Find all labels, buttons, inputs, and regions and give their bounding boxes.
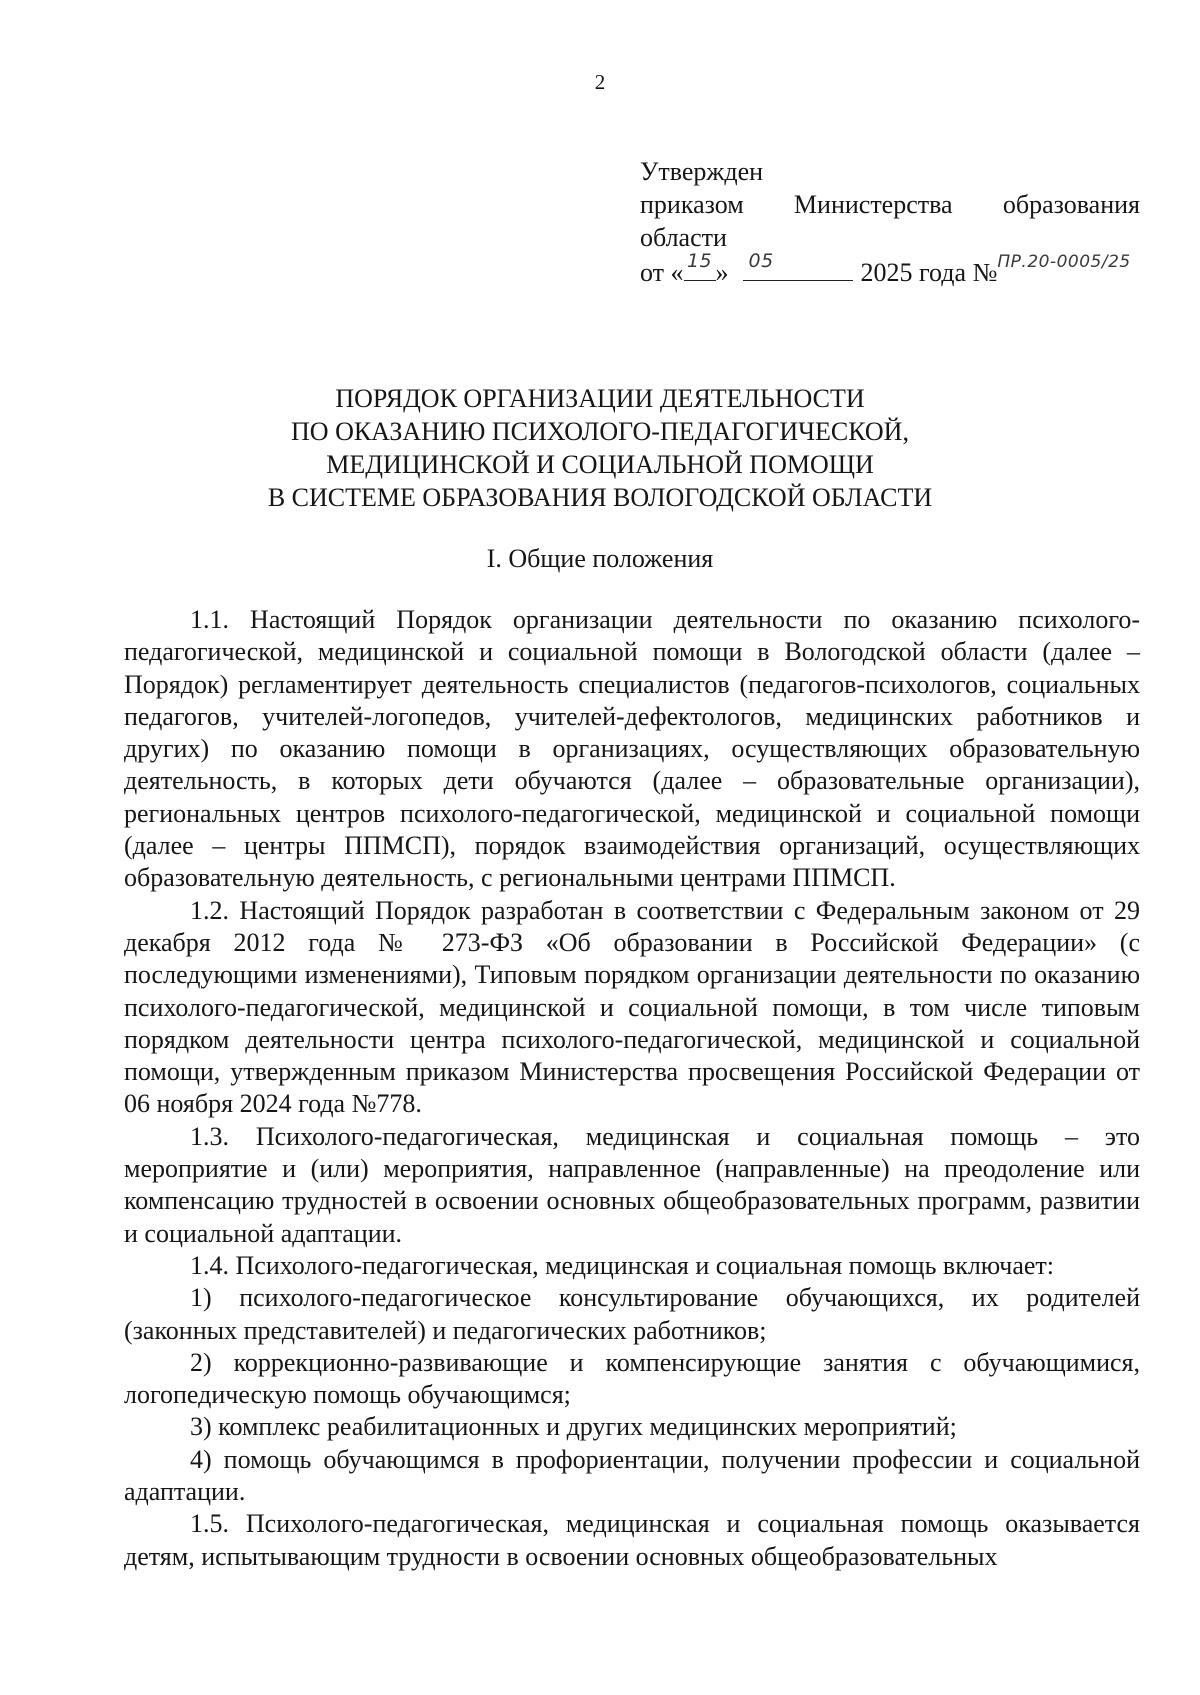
paragraph-1-2: 1.2. Настоящий Порядок разработан в соответствии с Федеральным законом от 29 декабря 2012 года № 273-ФЗ «Об образовании в Российской Федерации» (с последующими изменениями), Типовым порядком организации деятельности по оказанию психолого-педагогической, медицинской и социальной помощи, в том числе типовым порядком деятельности центра психолого-педагогической, медицинской и социальной помощи, утвержденным приказом Министерства просвещения Российской Федерации от 06 ноября 2024 года №778.	[124, 895, 1140, 1119]
handwritten-day: 15	[686, 250, 713, 272]
title-line: В СИСТЕМЕ ОБРАЗОВАНИЯ ВОЛОГОДСКОЙ ОБЛАСТИ	[267, 483, 933, 512]
title-line: ПО ОКАЗАНИЮ ПСИХОЛОГО-ПЕДАГОГИЧЕСКОЙ,	[291, 417, 909, 446]
list-item-1: 1) психолого-педагогическое консультирование обучающихся, их родителей (законных представителей) и педагогических работников;	[124, 1283, 1140, 1345]
list-item-2: 2) коррекционно-развивающие и компенсирующие занятия с обучающимися, логопедическую помощь обучающимся;	[124, 1347, 1140, 1410]
day-field	[684, 250, 716, 281]
paragraph-1-5: 1.5. Психолого-педагогическая, медицинская и социальная помощь оказывается детям, испытывающим трудности в освоении основных общеобразовательных	[124, 1509, 1140, 1571]
section-heading: I. Общие положения	[486, 544, 714, 573]
date-prefix: от «	[640, 258, 684, 287]
title-line: ПОРЯДОК ОРГАНИЗАЦИИ ДЕЯТЕЛЬНОСТИ	[335, 384, 865, 413]
list-item-4: 4) помощь обучающимся в профориентации, получении профессии и социальной адаптации.	[124, 1444, 1140, 1507]
month-field	[743, 250, 853, 281]
page-number: 2	[594, 70, 606, 94]
year-text: 2025 года №	[860, 258, 998, 287]
list-item-3: 3) комплекс реабилитационных и других медицинских мероприятий;	[190, 1412, 957, 1442]
paragraph-1-4: 1.4. Психолого-педагогическая, медицинская и социальная помощь включает:	[190, 1250, 1054, 1280]
approval-block	[640, 155, 1140, 289]
handwritten-order-number: ПР.20-0005/25	[997, 252, 1131, 272]
document-title	[0, 382, 1200, 514]
approval-word: приказом	[640, 190, 744, 219]
handwritten-month: 05	[748, 250, 774, 272]
approval-line-3: области	[640, 223, 727, 252]
title-line: МЕДИЦИНСКОЙ И СОЦИАЛЬНОЙ ПОМОЩИ	[326, 450, 874, 479]
approval-line-2	[640, 188, 1140, 221]
approval-word: Министерства	[793, 190, 953, 219]
approval-date-line	[640, 250, 1140, 289]
approval-line-1: Утвержден	[640, 157, 764, 186]
approval-word: образования	[1002, 190, 1140, 219]
paragraph-1-3: 1.3. Психолого-педагогическая, медицинская и социальная помощь – это мероприятие и (или) мероприятия, направленное (направленные) на преодоление или компенсацию трудностей в освоении основных общеобразовательных программ, развитии и социальной адаптации.	[124, 1121, 1140, 1248]
order-number-field	[997, 252, 1131, 281]
quote-close: »	[715, 258, 729, 287]
paragraph-1-1: 1.1. Настоящий Порядок организации деятельности по оказанию психолого-педагогической, медицинской и социальной помощи в Вологодской области (далее – Порядок) регламентирует деятельность специалистов (педагогов-психологов, социальных педагогов, учителей-логопедов, учителей-дефектологов, медицинских работников и других) по оказанию помощи в организациях, осуществляющих образовательную деятельность, в которых дети обучаются (далее – образовательные организации), региональных центров психолого-педагогической, медицинской и социальной помощи (далее – центры ППМСП), порядок взаимодействия организаций, осуществляющих образовательную деятельность, с региональными центрами ППМСП.	[124, 605, 1140, 893]
document-body	[124, 604, 1140, 1573]
